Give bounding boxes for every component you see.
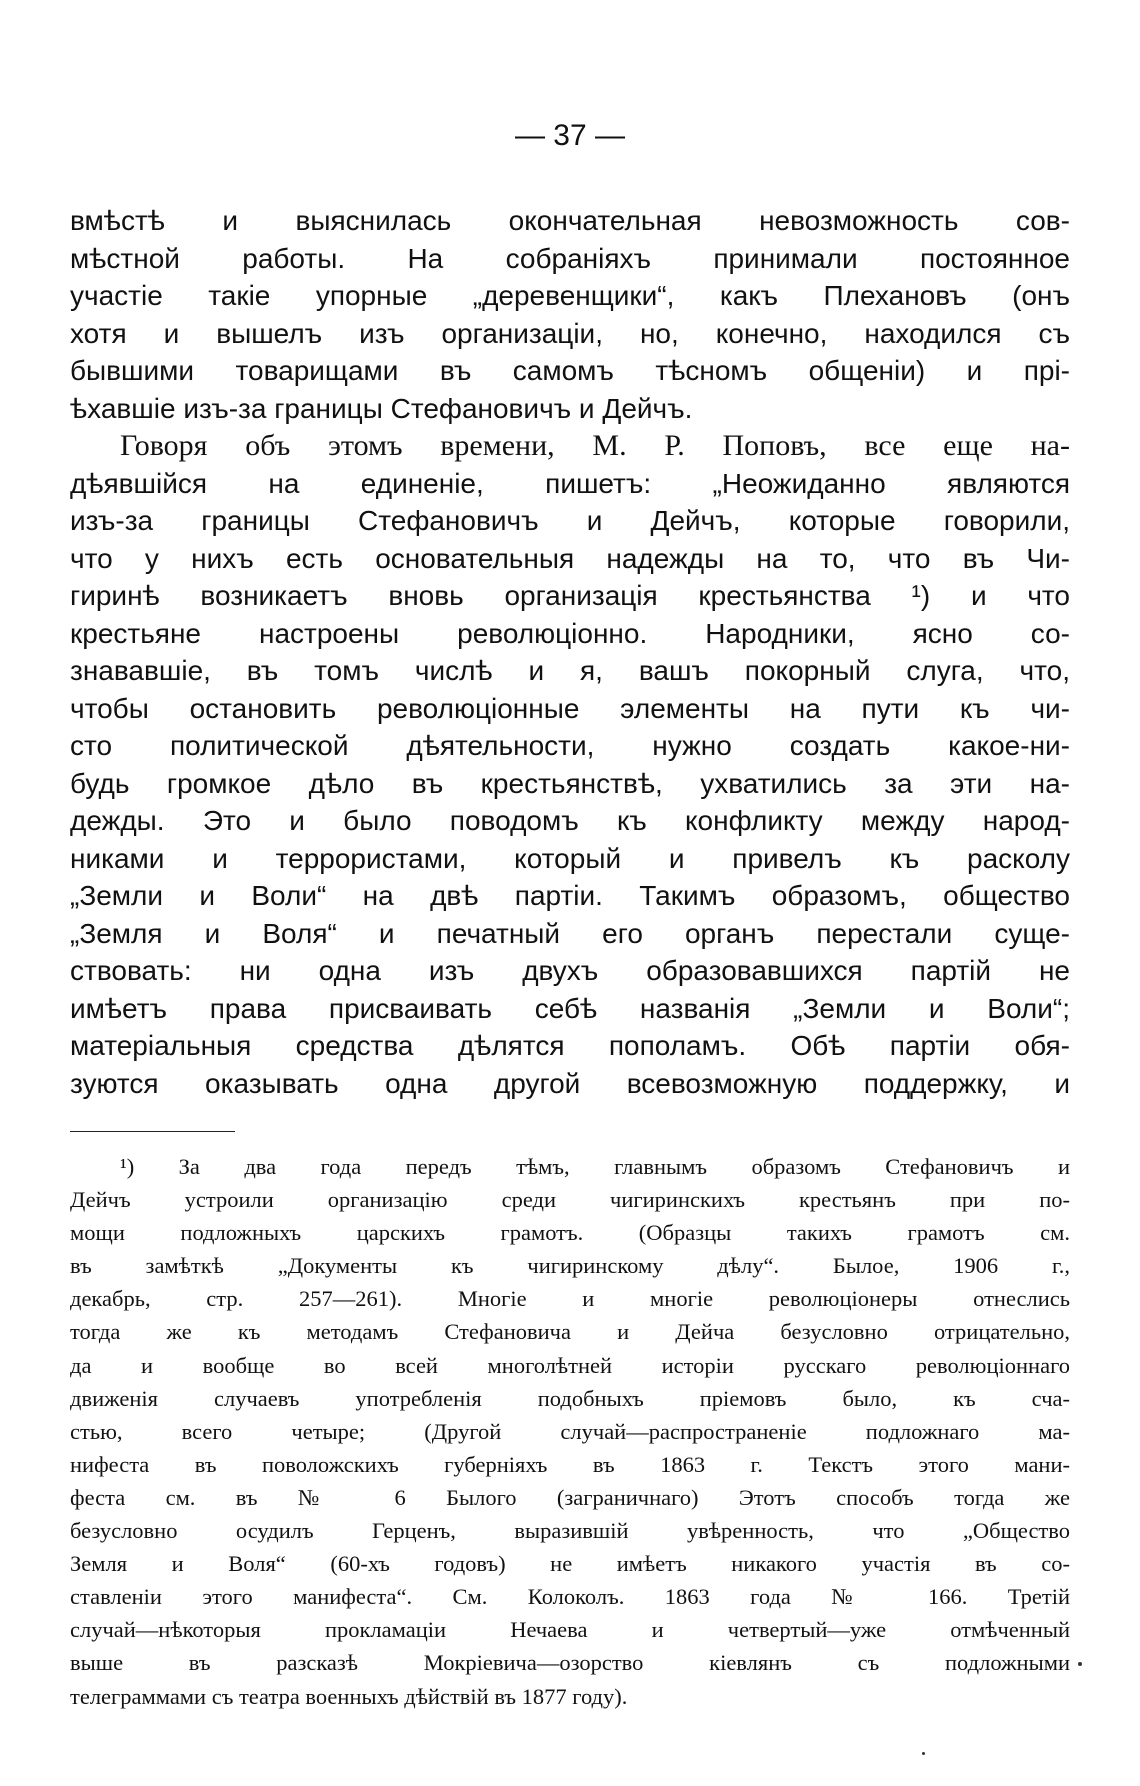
text-line: имѣетъ права присваивать себѣ названія „Земли и Воли“; (70, 992, 1070, 1024)
footnote-line: ¹) За два года передъ тѣмъ, главнымъ образомъ Стефановичъ и (120, 1154, 1070, 1179)
text-line: хотя и вышелъ изъ организаціи, но, конечно, находился съ (70, 317, 1070, 349)
text-line: мѣстной работы. На собраніяхъ принимали постоянное (70, 242, 1070, 274)
print-speck (1078, 1662, 1082, 1666)
main-text (70, 202, 1070, 1102)
footnote-line: случай—нѣкоторыя прокламаціи Нечаева и четвертый—уже отмѣченный (70, 1617, 1070, 1643)
print-speck (922, 1752, 925, 1755)
text-line: вмѣстѣ и выяснилась окончательная невозможность сов- (70, 205, 1070, 236)
footnote-line: тогда же къ методамъ Стефановича и Дейча безусловно отрицательно, (70, 1319, 1070, 1345)
text-line: никами и террористами, который и привелъ къ расколу (70, 842, 1070, 874)
footnote-line: феста см. въ № 6 Былого (заграничнаго) Этотъ способъ тогда же (70, 1484, 1070, 1510)
text-line: ѣхавшіе изъ-за границы Стефановичъ и Дейчъ. (70, 392, 693, 424)
text-line: матеріальныя средства дѣлятся пополамъ. Обѣ партіи обя- (70, 1030, 1070, 1061)
text-line: бывшими товарищами въ самомъ тѣсномъ общеніи) и прі- (70, 355, 1070, 386)
footnote-line: ставленіи этого манифеста“. См. Колоколъ. 1863 года № 166. Третій (70, 1584, 1070, 1610)
text-line: изъ-за границы Стефановичъ и Дейчъ, которые говорили, (70, 505, 1070, 536)
footnote-line: да и вообще во всей многолѣтней исторіи русскаго революціоннаго (70, 1352, 1070, 1378)
text-line: сто политической дѣятельности, нужно создать какое-ни- (70, 730, 1070, 761)
footnote-line: Дейчъ устроили организацію среди чигиринскихъ крестьянъ при по- (70, 1187, 1070, 1213)
footnote-line: безусловно осудилъ Герценъ, выразившій увѣренность, что „Общество (70, 1518, 1070, 1544)
footnote-line: движенія случаевъ употребленія подобныхъ пріемовъ было, къ сча- (70, 1385, 1070, 1411)
footnote-line: выше въ разсказѣ Мокріевича—озорство кіевлянъ съ подложными (70, 1650, 1070, 1676)
footnote-line: стью, всего четыре; (Другой случай—распространеніе подложнаго ма- (70, 1418, 1070, 1444)
footnote-line: нифеста въ поволожскихъ губерніяхъ въ 1863 г. Текстъ этого мани- (70, 1451, 1070, 1477)
text-line: „Земли и Воли“ на двѣ партіи. Такимъ образомъ, общество (70, 880, 1070, 911)
footnote (70, 1150, 1070, 1713)
text-line: „Земля и Воля“ и печатный его органъ перестали суще- (70, 917, 1070, 949)
text-line: дѣявшійся на единеніе, пишетъ: „Неожиданно являются (70, 467, 1070, 499)
footnote-line: телеграммами съ театра военныхъ дѣйствій въ 1877 году). (70, 1683, 628, 1709)
footnote-divider (70, 1131, 235, 1132)
text-line: будь громкое дѣло въ крестьянствѣ, ухватились за эти на- (70, 767, 1070, 799)
text-line: ствовать: ни одна изъ двухъ образовавшихся партій не (70, 955, 1070, 986)
footnote-line: мощи подложныхъ царскихъ грамотъ. (Образцы такихъ грамотъ см. (70, 1220, 1070, 1246)
text-line: гиринѣ возникаетъ вновь организація крестьянства ¹) и что (70, 580, 1070, 611)
text-line: что у нихъ есть основательныя надежды на то, что въ Чи- (70, 542, 1070, 574)
book-page (70, 0, 1070, 1786)
text-line: Говоря объ этомъ времени, М. Р. Поповъ, все еще на- (120, 429, 1070, 462)
text-line: зуются оказывать одна другой всевозможную поддержку, и (70, 1067, 1070, 1099)
footnote-line: декабрь, стр. 257—261). Многіе и многіе революціонеры отнеслись (70, 1286, 1070, 1312)
footnote-line: въ замѣткѣ „Документы къ чигиринскому дѣлу“. Былое, 1906 г., (70, 1253, 1070, 1279)
page-number: — 37 — (514, 119, 626, 152)
text-line: знававшіе, въ томъ числѣ и я, вашъ покорный слуга, что, (70, 655, 1070, 686)
text-line: крестьяне настроены революціонно. Народники, ясно со- (70, 617, 1070, 649)
text-line: дежды. Это и было поводомъ къ конфликту между народ- (70, 805, 1070, 836)
text-line: участіе такіе упорные „деревенщики“, какъ Плехановъ (онъ (70, 280, 1070, 311)
text-line: чтобы остановить революціонные элементы на пути къ чи- (70, 692, 1070, 724)
footnote-line: Земля и Воля“ (60-хъ годовъ) не имѣетъ никакого участія въ со- (70, 1551, 1070, 1577)
